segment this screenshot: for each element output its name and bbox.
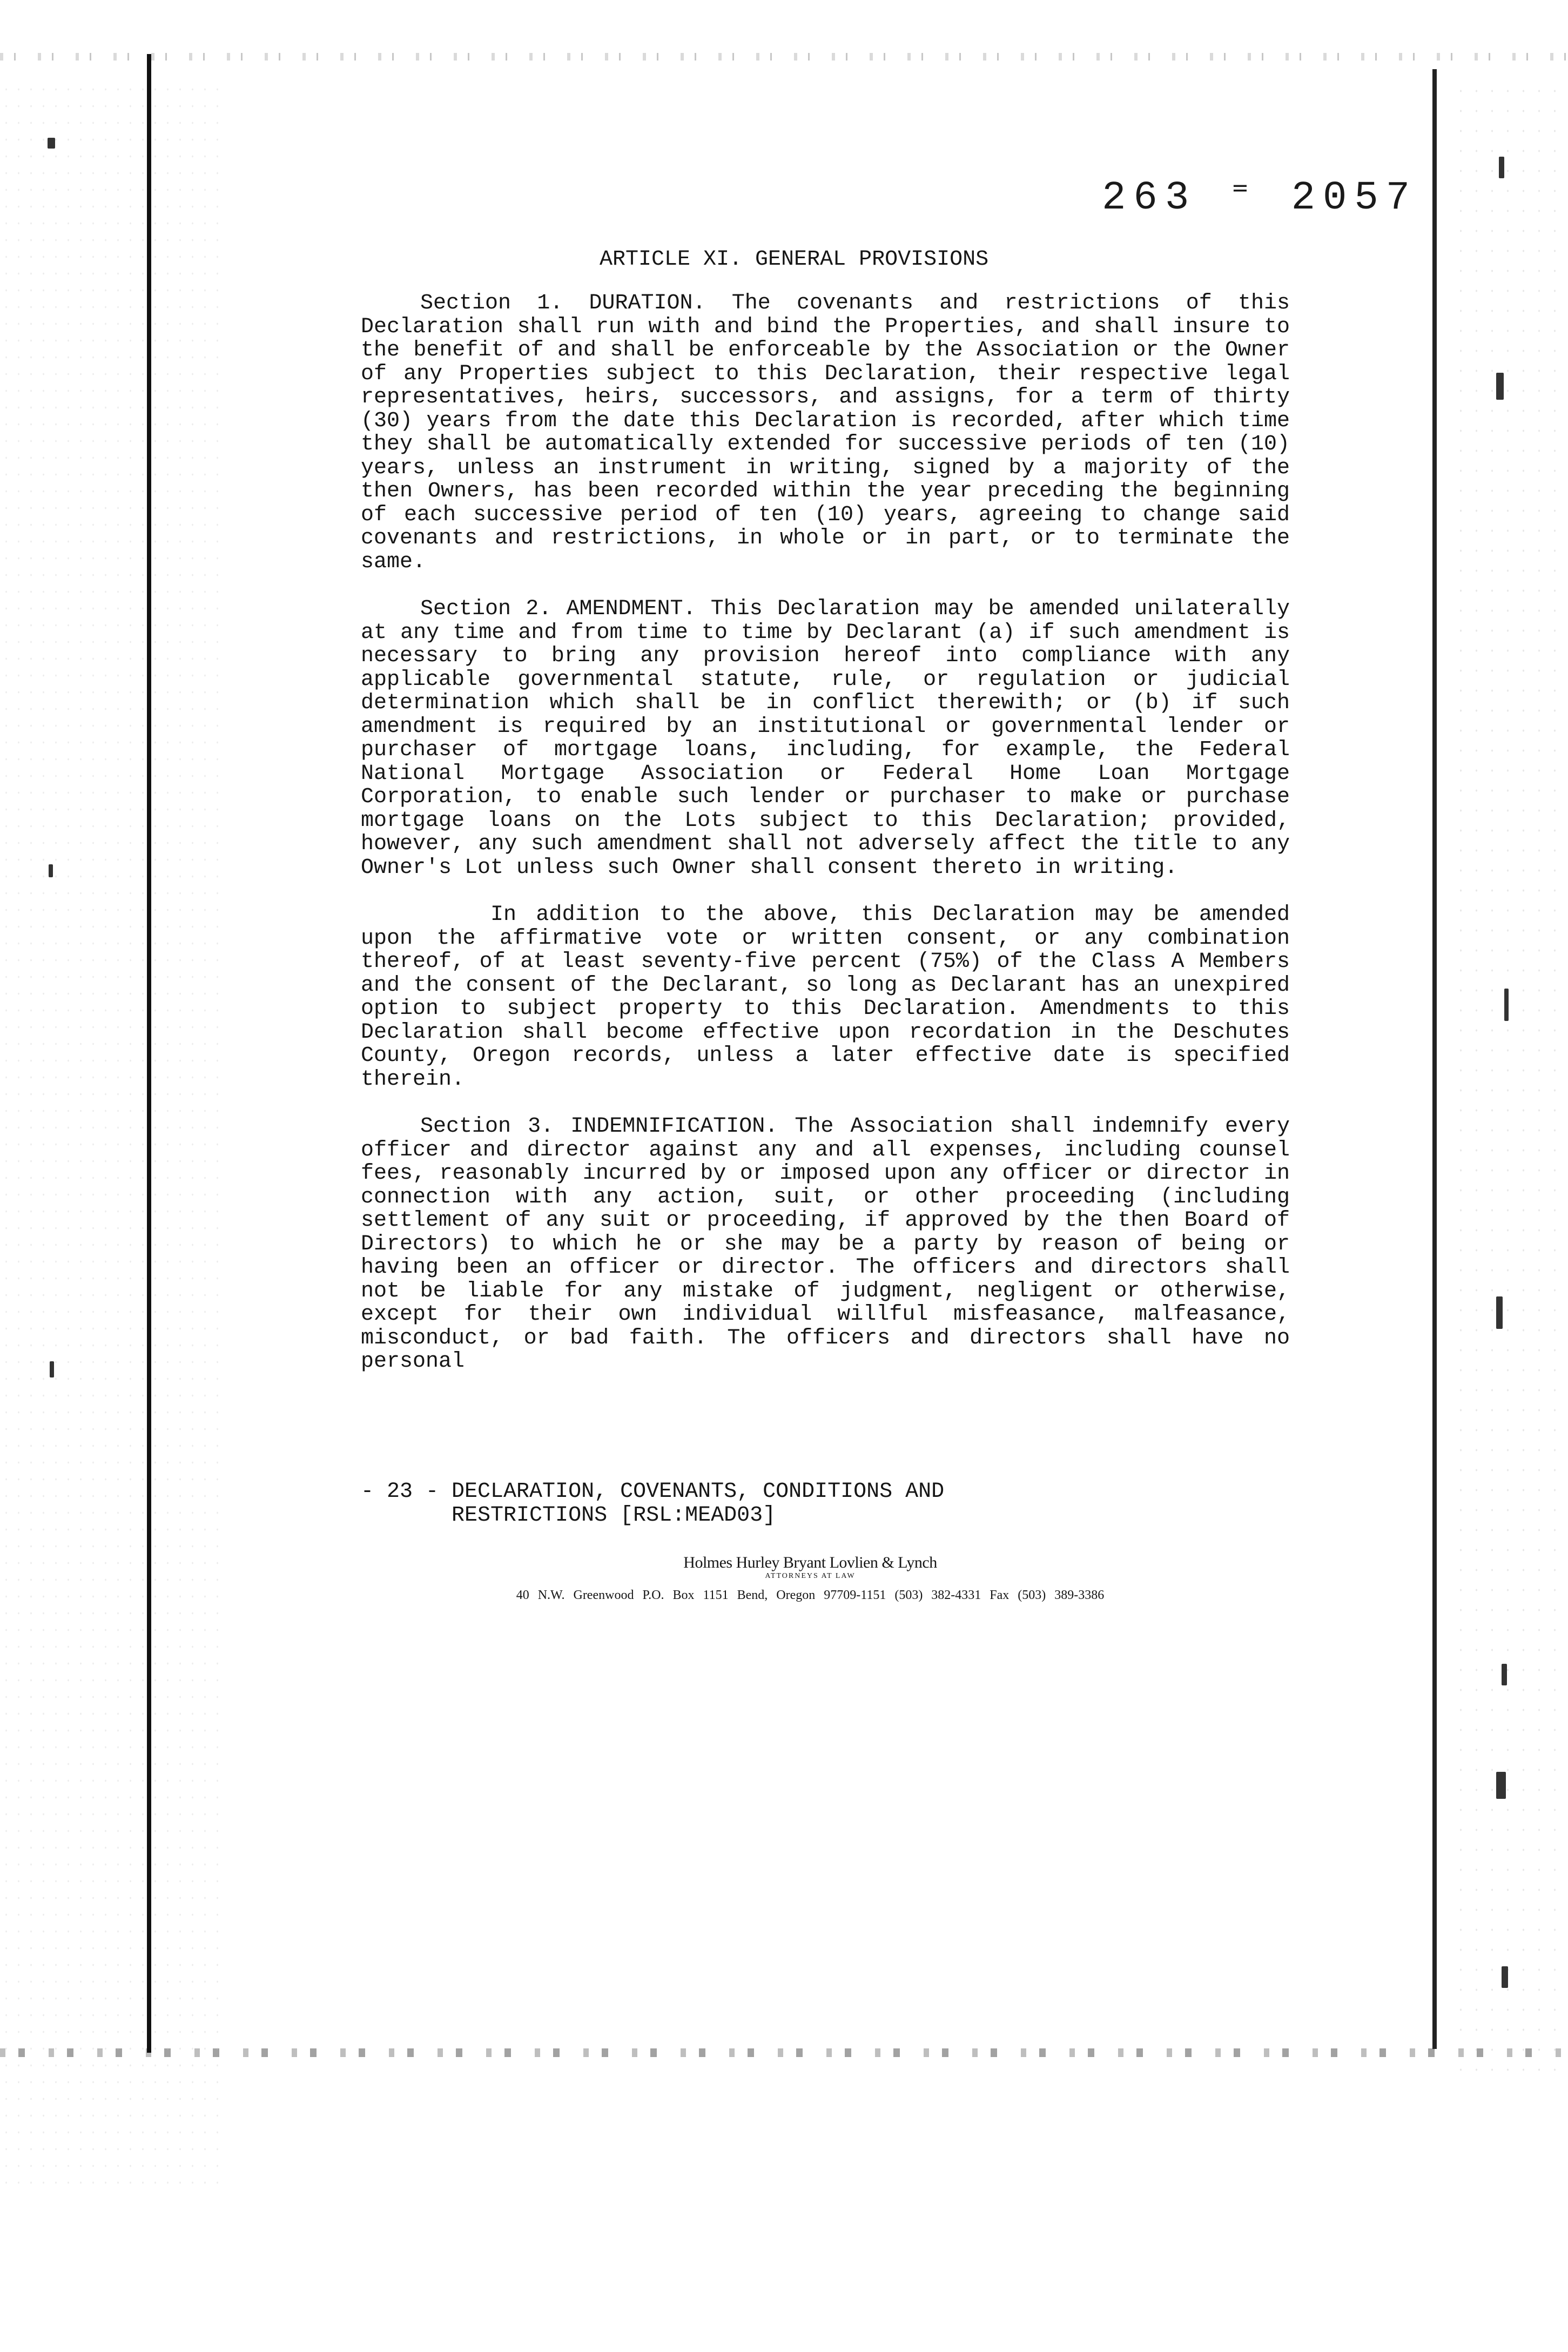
paragraph-addition: In addition to the above, this Declaration may be amended upon the affirmative vote or written consent, or any combination thereof, of at least seventy-five percent (75%) of the Class A Members and the consent of the Declarant, so long as Declarant has an unexpired option to subject property to this Declaration. Amendments to this Declaration shall become effective upon recordation in the Deschutes County, Oregon records, unless a later effective date is specified therein. [361, 903, 1290, 1092]
document-body [361, 292, 1290, 1397]
paragraph-section-3: Section 3. INDEMNIFICATION. The Association shall indemnify every officer and director against any and all expenses, including counsel fees, reasonably incurred by or imposed upon any officer or director in connection with any action, suit, or other proceeding (including settlement of any suit or proceeding, if approved by the then Board of Directors) to which he or she may be a party by reason of being or having been an officer or director. The officers and directors shall not be liable for any mistake of judgment, negligent or otherwise, except for their own individual willful misfeasance, malfeasance, misconduct, or bad faith. The officers and directors shall have no personal [361, 1114, 1290, 1374]
firm-subtitle: ATTORNEYS AT LAW [765, 1572, 856, 1580]
paragraph-section-2: Section 2. AMENDMENT. This Declaration may be amended unilaterally at any time and from time to time by Declarant (a) if such amendment is necessary to bring any provision hereof into compliance with any applicable governmental statute, rule, or regulation or judicial determination which shall be in conflict therewith; or (b) if such amendment is required by an institutional or governmental lender or purchaser of mortgage loans, including, for example, the Federal National Mortgage Association or Federal Home Loan Mortgage Corporation, to enable such lender or purchaser to make or purchase mortgage loans on the Lots subject to this Declaration; provided, however, any such amendment shall not adversely affect the title to any Owner's Lot unless such Owner shall consent thereto in writing. [361, 597, 1290, 880]
scan-artifact-top [0, 53, 1568, 61]
paragraph-section-1: Section 1. DURATION. The covenants and restrictions of this Declaration shall run with and bind the Properties, and shall insure to the benefit of and shall be enforceable by the Association or the Owner of any Properties subject to this Declaration, their respective legal representatives, heirs, successors, and assigns, for a term of thirty (30) years from the date this Declaration is recorded, after which time they shall be automatically extended for successive periods of ten (10) years, unless an instrument in writing, signed by a majority of the then Owners, has been recorded within the year preceding the beginning of each successive period of ten (10) years, agreeing to change said covenants and restrictions, in whole or in part, or to terminate the same. [361, 291, 1290, 574]
document-number: 263 ⁼ 2057 [1102, 176, 1418, 221]
speck [1496, 1296, 1503, 1329]
scan-artifact-bottom [0, 2048, 1568, 2057]
speck [1504, 989, 1509, 1021]
firm-name: Holmes Hurley Bryant Lovlien & Lynch [683, 1554, 937, 1571]
speck [50, 1361, 54, 1377]
speck [49, 864, 53, 877]
page-footer-label: - 23 - DECLARATION, COVENANTS, CONDITIONS AND RESTRICTIONS [RSL:MEAD03] [361, 1480, 945, 1528]
article-heading: ARTICLE XI. GENERAL PROVISIONS [600, 247, 989, 272]
speck [1499, 157, 1504, 178]
page-border-left [147, 54, 151, 2053]
speck [1496, 373, 1504, 400]
firm-address: 40 N.W. Greenwood P.O. Box 1151 Bend, Oregon 97709-1151 (503) 382-4331 Fax (503) 389-3386 [516, 1588, 1105, 1602]
speck [48, 138, 55, 149]
speck [1496, 1772, 1506, 1799]
speck [1502, 1966, 1508, 1988]
speck [1502, 1664, 1507, 1685]
page-border-right [1432, 69, 1437, 2049]
scan-noise-left [0, 81, 227, 2188]
scan-noise-right [1453, 81, 1568, 2080]
